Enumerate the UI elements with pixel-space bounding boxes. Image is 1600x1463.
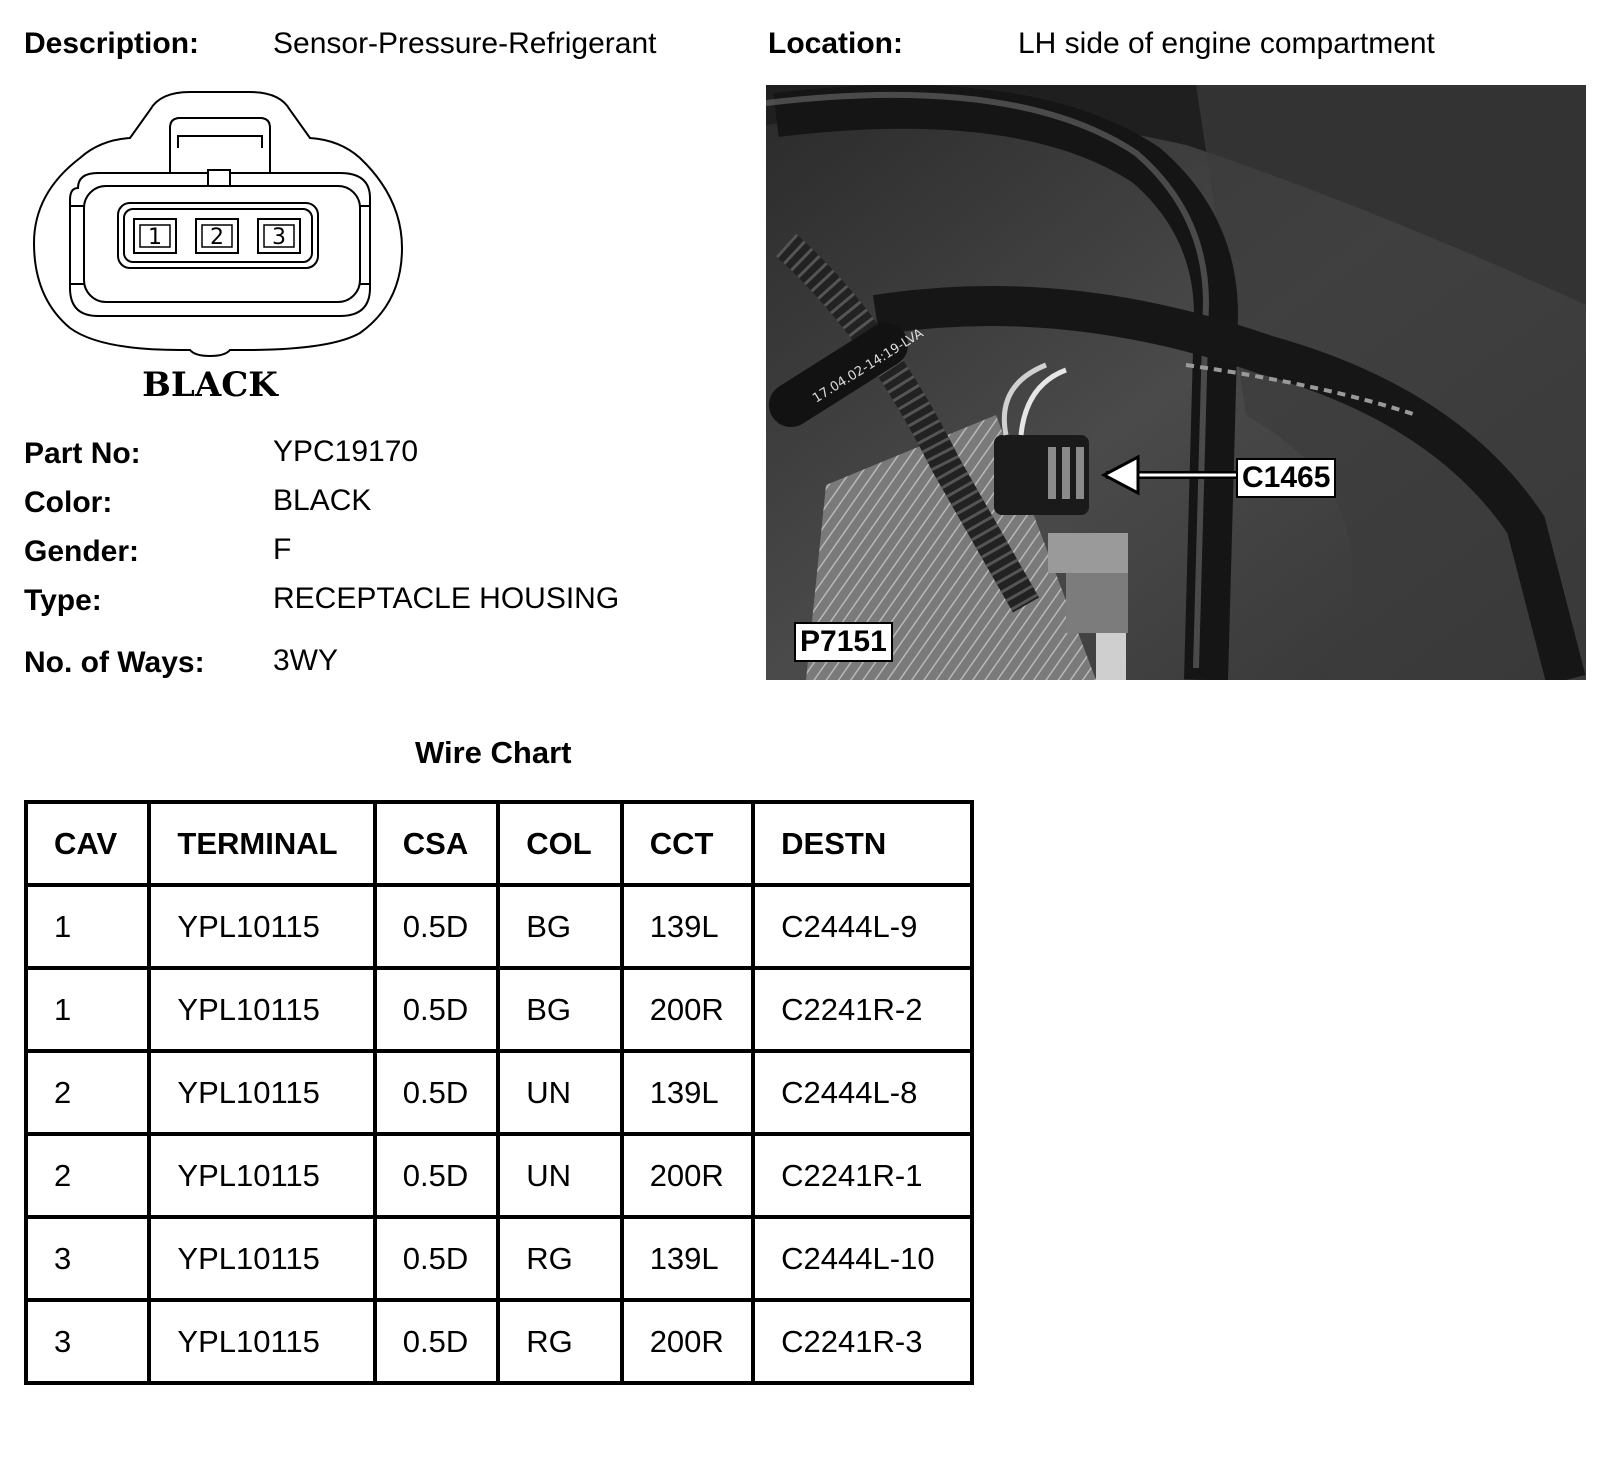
cell-destn: C2444L-8 — [753, 1051, 972, 1134]
pin-label: 3 — [272, 225, 286, 250]
cell-destn: C2241R-1 — [753, 1134, 972, 1217]
gender-label: Gender: — [24, 535, 140, 568]
cell-csa: 0.5D — [375, 1051, 498, 1134]
header-col: COL — [498, 802, 621, 885]
cell-terminal: YPL10115 — [149, 1217, 374, 1300]
cell-cav: 1 — [26, 968, 149, 1051]
ways-label: No. of Ways: — [24, 646, 205, 679]
table-row — [26, 1217, 972, 1300]
cell-destn: C2444L-10 — [753, 1217, 972, 1300]
cell-cav: 1 — [26, 885, 149, 968]
cell-csa: 0.5D — [375, 968, 498, 1051]
cell-terminal: YPL10115 — [149, 968, 374, 1051]
cell-col: BG — [498, 968, 621, 1051]
cell-destn: C2241R-2 — [753, 968, 972, 1051]
header-cct: CCT — [622, 802, 753, 885]
gender-value: F — [273, 533, 292, 566]
table-row — [26, 1134, 972, 1217]
cell-col: UN — [498, 1134, 621, 1217]
type-value: RECEPTACLE HOUSING — [273, 582, 620, 615]
part-no-label: Part No: — [24, 437, 141, 470]
cell-cct: 200R — [622, 1300, 753, 1383]
cell-col: UN — [498, 1051, 621, 1134]
connector-callout: C1465 — [1236, 458, 1336, 498]
table-header-row — [26, 802, 972, 885]
cell-csa: 0.5D — [375, 1134, 498, 1217]
location-photo — [766, 85, 1586, 680]
cell-cct: 200R — [622, 1134, 753, 1217]
hose-marking: 17.04.02-14:19-LVA — [810, 326, 927, 407]
header-csa: CSA — [375, 802, 498, 885]
housing-color-label: BLACK — [142, 365, 278, 405]
cell-csa: 0.5D — [375, 1217, 498, 1300]
cell-terminal: YPL10115 — [149, 1051, 374, 1134]
color-label: Color: — [24, 486, 113, 519]
cell-cct: 139L — [622, 1217, 753, 1300]
cell-csa: 0.5D — [375, 1300, 498, 1383]
cell-cav: 2 — [26, 1051, 149, 1134]
cell-col: BG — [498, 885, 621, 968]
description-label: Description: — [24, 27, 200, 60]
cell-terminal: YPL10115 — [149, 1134, 374, 1217]
table-row — [26, 885, 972, 968]
ways-value: 3WY — [273, 644, 339, 677]
cell-cav: 3 — [26, 1217, 149, 1300]
part-no-value: YPC19170 — [273, 435, 419, 468]
cell-col: RG — [498, 1217, 621, 1300]
pin-label: 1 — [148, 225, 162, 250]
table-row — [26, 1300, 972, 1383]
cell-terminal: YPL10115 — [149, 885, 374, 968]
connector-face-diagram — [30, 88, 408, 410]
header-destn: DESTN — [753, 802, 972, 885]
photo-id: P7151 — [794, 622, 893, 662]
location-value: LH side of engine compartment — [1018, 27, 1435, 60]
cell-terminal: YPL10115 — [149, 1300, 374, 1383]
type-label: Type: — [24, 584, 102, 617]
cell-cct: 200R — [622, 968, 753, 1051]
cell-csa: 0.5D — [375, 885, 498, 968]
cell-cct: 139L — [622, 1051, 753, 1134]
table-row — [26, 1051, 972, 1134]
location-label: Location: — [768, 27, 903, 60]
description-value: Sensor-Pressure-Refrigerant — [273, 27, 657, 60]
cell-col: RG — [498, 1300, 621, 1383]
header-cav: CAV — [26, 802, 149, 885]
cell-destn: C2444L-9 — [753, 885, 972, 968]
wire-chart — [24, 800, 974, 1385]
cell-cct: 139L — [622, 885, 753, 968]
table-row — [26, 968, 972, 1051]
pin-label: 2 — [210, 225, 224, 250]
wire-chart-title: Wire Chart — [415, 735, 572, 770]
color-value: BLACK — [273, 484, 372, 517]
cell-cav: 3 — [26, 1300, 149, 1383]
cell-destn: C2241R-3 — [753, 1300, 972, 1383]
header-terminal: TERMINAL — [149, 802, 374, 885]
cell-cav: 2 — [26, 1134, 149, 1217]
